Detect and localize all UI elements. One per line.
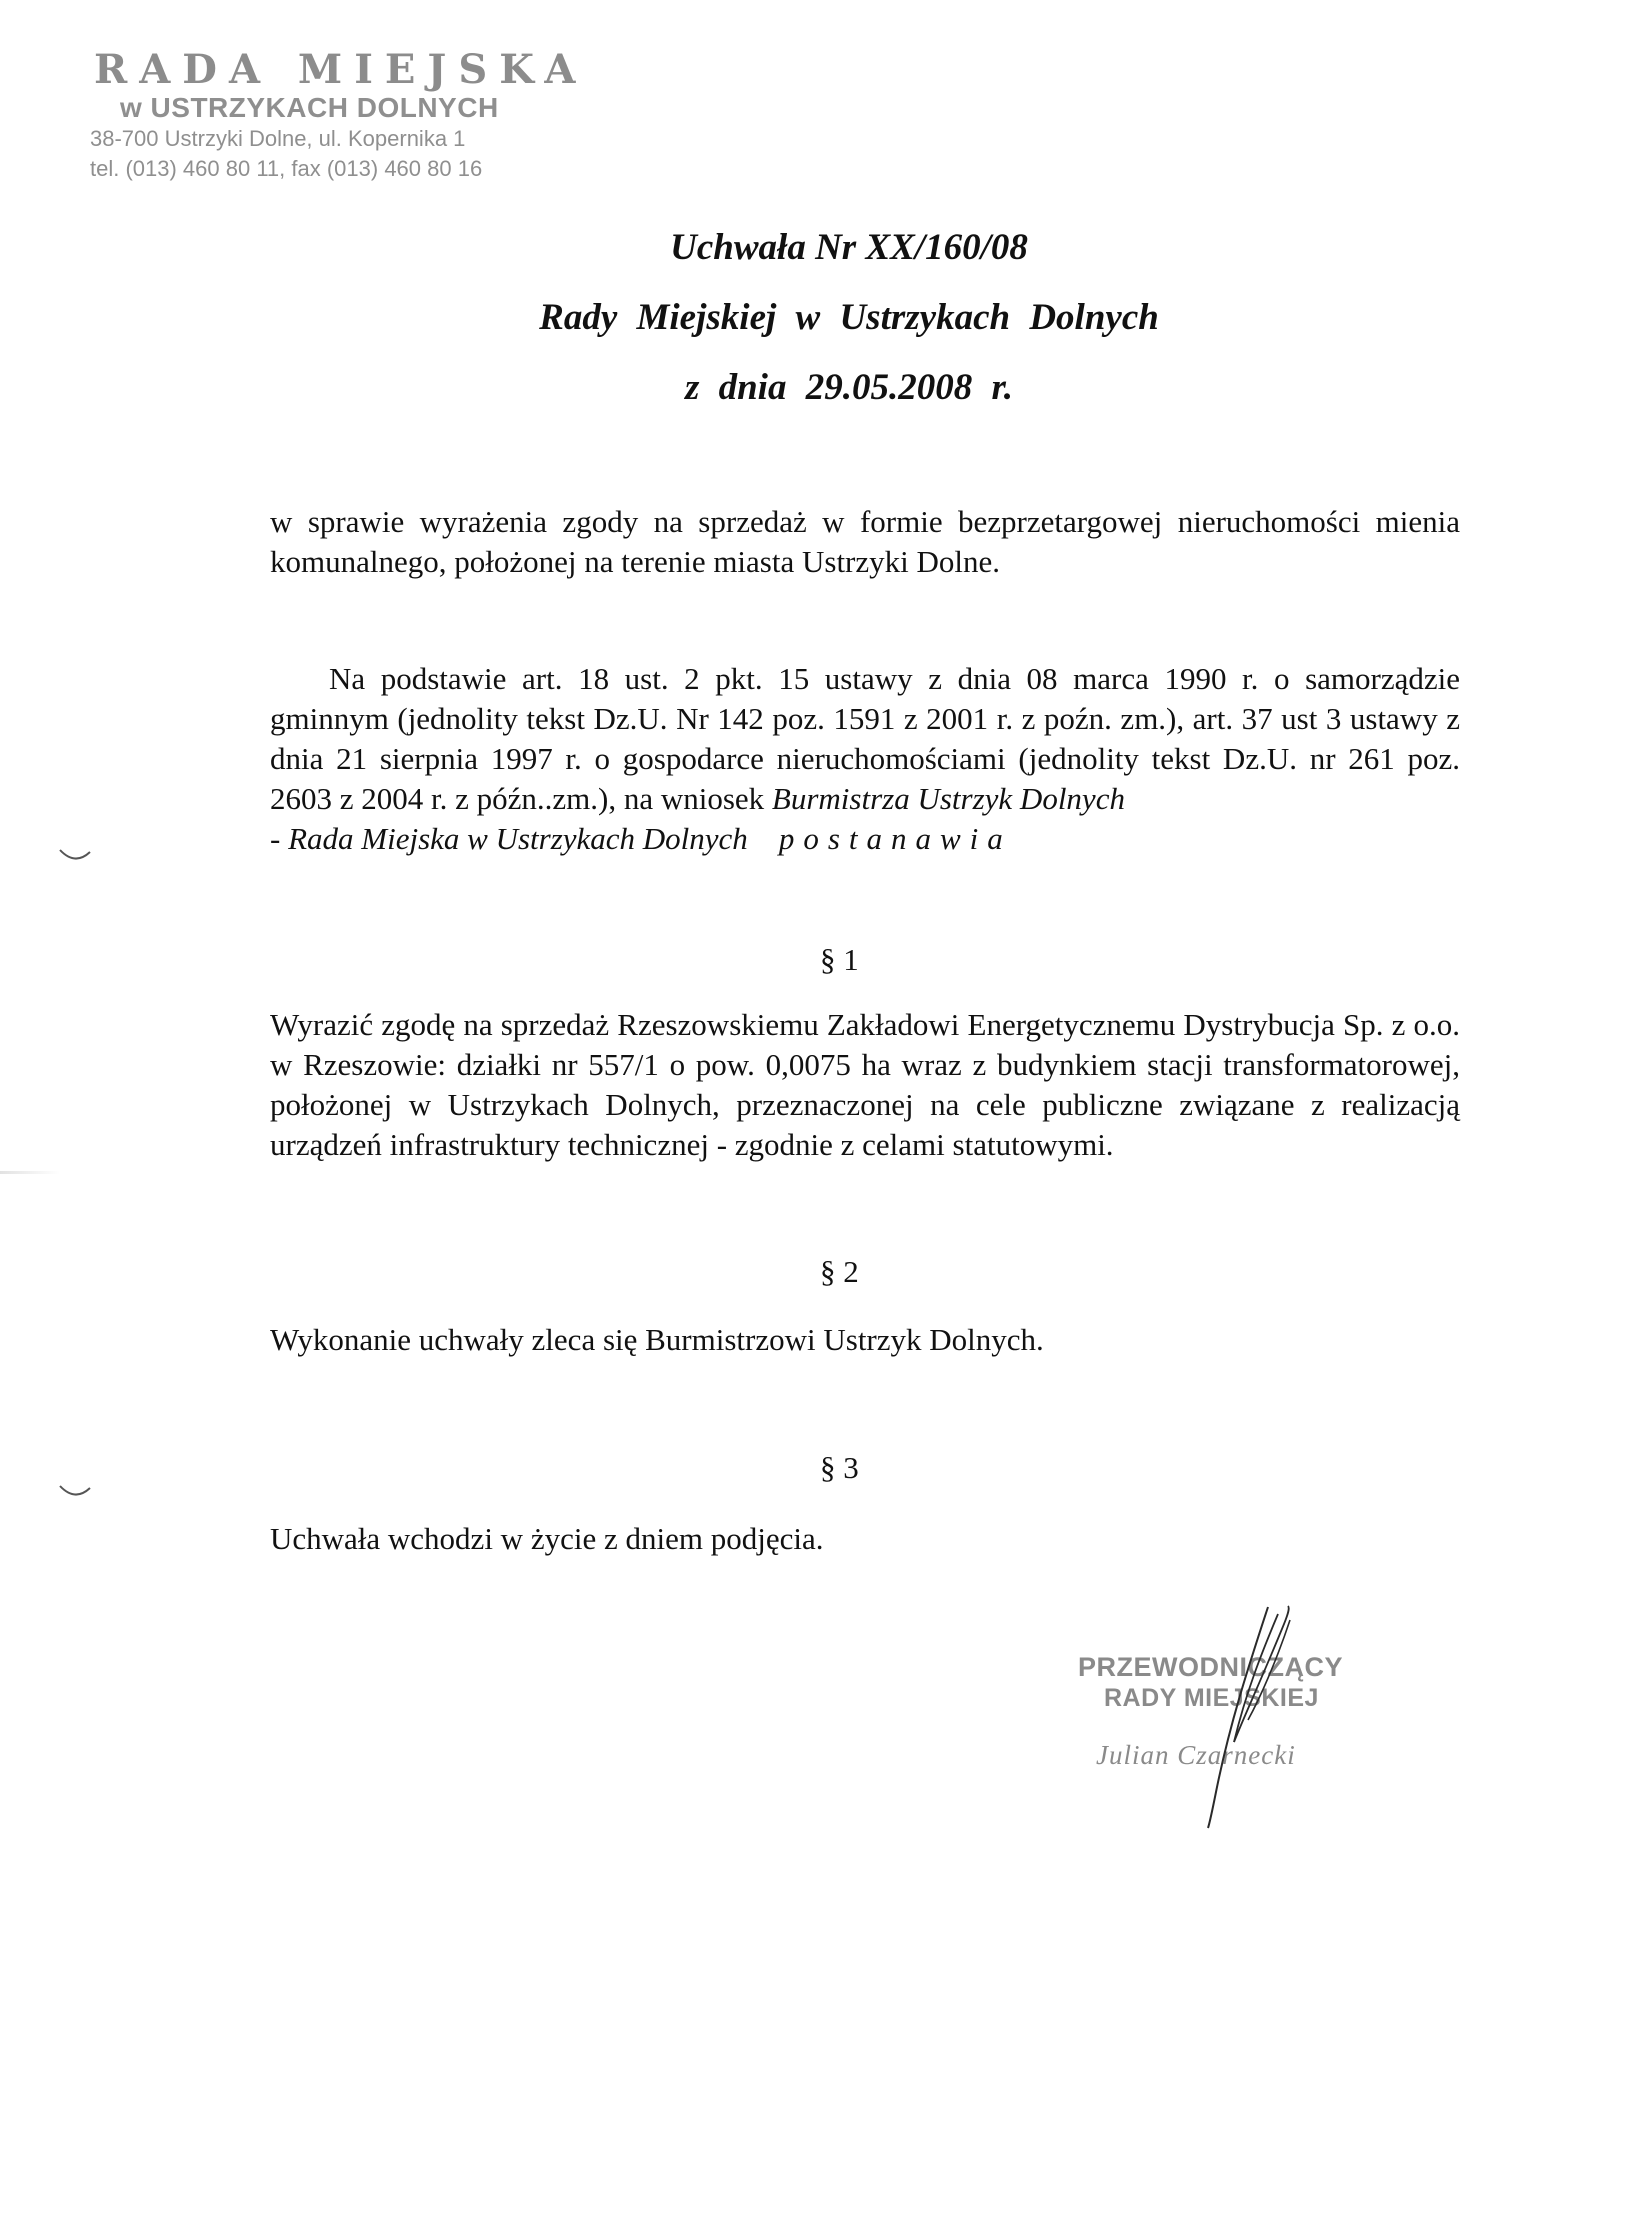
section-3-heading: § 3 (820, 1450, 859, 1485)
legal-basis-council: - Rada Miejska w Ustrzykach Dolnych (270, 821, 748, 856)
resolution-number: Uchwała Nr XX/160/08 (670, 227, 1028, 268)
section-2-heading: § 2 (820, 1254, 859, 1289)
chairman-name: Julian Czarnecki (1096, 1740, 1296, 1770)
resolution-issuer: Rady Miejskiej w Ustrzykach Dolnych (539, 297, 1159, 338)
handwritten-signature (1150, 1602, 1350, 1832)
legal-basis-decides: postanawia (778, 821, 1012, 856)
legal-basis-text: Na podstawie art. 18 ust. 2 pkt. 15 ustawy z dnia 08 marca 1990 r. o samorządzie gminnym (jednolity tekst Dz.U. Nr 142 poz. 1591 z 2001 r. z poźn. zm.), art. 37 ust 3 ustawy z dnia 21 sierpnia 1997 r. o gospodarce nieruchomościami (jednolity tekst Dz.U. nr 261 poz. 2603 z 2004 r. z późn..zm.), na wniosek (270, 661, 1460, 816)
letterhead-stamp (90, 46, 588, 184)
legal-basis-applicant: Burmistrza Ustrzyk Dolnych (771, 781, 1125, 816)
legal-basis (270, 659, 1460, 859)
scan-artifact (0, 1171, 60, 1174)
letterhead-organization: RADA MIEJSKA (94, 46, 588, 93)
punch-hole-mark (58, 1484, 92, 1498)
section-1-heading: § 1 (820, 942, 859, 977)
section-1-text: Wyrazić zgodę na sprzedaż Rzeszowskiemu Zakładowi Energetycznemu Dystrybucja Sp. z o.o. w Rzeszowie: działki nr 557/1 o pow. 0,0075 ha wraz z budynkiem stacji transformatorowej, położonej w Ustrzykach Dolnych, przeznaczonej na cele publiczne związane z realizacją urządzeń infrastruktury technicznej - zgodnie z celami statutowymi. (270, 1007, 1460, 1162)
letterhead-phone: tel. (013) 460 80 11, fax (013) 460 80 16 (90, 156, 483, 181)
punch-hole-mark (58, 848, 92, 862)
resolution-date: z dnia 29.05.2008 r. (684, 367, 1014, 408)
letterhead-address: 38-700 Ustrzyki Dolne, ul. Kopernika 1 (90, 126, 466, 151)
letterhead-city: w USTRZYKACH DOLNYCH (120, 92, 499, 123)
section-2-text: Wykonanie uchwały zleca się Burmistrzowi Ustrzyk Dolnych. (270, 1322, 1044, 1357)
chairman-subtitle: RADY MIEJSKIEJ (1104, 1684, 1319, 1712)
chairman-title: PRZEWODNICZĄCY (1078, 1652, 1343, 1682)
section-3-text: Uchwała wchodzi w życie z dniem podjęcia. (270, 1521, 824, 1556)
resolution-subject: w sprawie wyrażenia zgody na sprzedaż w formie bezprzetargowej nieruchomości mienia komunalnego, położonej na terenie miasta Ustrzyki Dolne. (270, 504, 1460, 579)
